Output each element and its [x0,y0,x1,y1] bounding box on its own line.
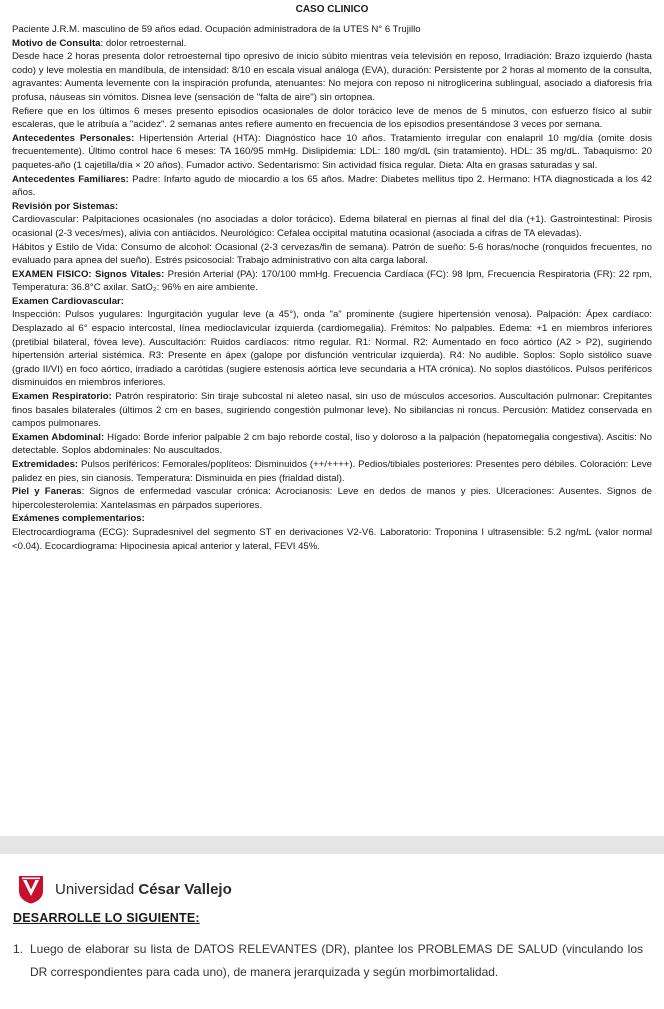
resp-exam-text: Patrón respiratorio: Sin tiraje subcostal ni aleteo nasal, sin uso de músculos accesorios. Auscultación pulmonar: Crepitantes finos basales bilaterales (últimos 2 cm en bases, sugiriendo congestión pulmonar leve). No sibilancias ni roncus. Percusión: Matidez conservada en campos pulmonares. [12,391,653,430]
university-shield-icon [17,874,45,904]
vital-signs [12,268,652,295]
vital-signs-label: EXAMEN FISICO: Signos Vitales: [12,268,165,280]
task-heading: DESARROLLE LO SIGUIENTE: [13,911,200,925]
task-number: 1. [13,942,24,956]
illness-history: Desde hace 2 horas presenta dolor retroesternal tipo opresivo de inicio súbito mientras veía televisión en reposo, Irradiación: Brazo izquierdo (hasta codo) y leve molestia en mandíbula, de intensidad: 8/10 en escala visual análoga (EVA), duración: Persistente por 2 horas al momento de la consulta, agravantes: Aumenta levemente con la inspiración profunda, atenuantes: No mejora con reposo ni nitroglicerina sublingual, asociado a diaforesis fría profusa, náuseas sin vómitos. Disnea leve (sensación de "falta de aire") sin ortopnea. [12,51,652,103]
task-item [13,938,643,983]
systems-review-label: Revisión por Sistemas: [12,200,119,212]
complementary-label: Exámenes complementarios: [12,513,145,525]
resp-exam-label: Examen Respiratorio: [12,391,112,403]
skin-exam-text: : Signos de enfermedad vascular crónica: Acrocianosis: Leve en dedos de manos y pies. Ulceraciones: Ausentes. Signos de hipercolesterolemia: Xantelasmas en párpados superiores. [12,486,652,511]
vital-signs-text: Presión Arterial (PA): 170/100 mmHg. Frecuencia Cardíaca (FC): 98 lpm, Frecuencia Respiratoria (FR): 22 rpm, Temperatura: 36.8°C axilar. SatO₂: 96% en aire ambiente. [12,268,652,294]
university-logo [17,874,232,904]
cardio-exam-text: Inspección: Pulsos yugulares: Ingurgitación yugular leve (a 45°), onda "a" prominente (sugiere hipertensión venosa). Palpación: Ápex cardíaco: Desplazado al 6° espacio intercostal, línea medioclavicular izquierda (cardiomegalia). Frémitos: No palpables. Edema: +1 en miembros inferiores (pretibial bilateral, fóvea leve). Auscultación: Ruidos cardíacos: ritmo regular. R1: Normal. R2: Aumentado en foco aórtico (A2 > P2), sugiriendo hipertensión arterial sistémica. R3: Presente en ápex (galope por disfunción ventricular izquierda). R4: No audible. Soplos: Soplo sistólico suave (grado II/VI) en foco aórtico, irradiado a carótidas (sugiere estenosis aórtica leve secundaria a HTA crónica). No soplos diastólicos. Pulsos periféricos disminuidos en miembros inferiores. [12,309,652,389]
extremities-exam [12,458,652,485]
complementary-heading [12,512,652,526]
family-history [12,173,652,200]
page-gap [0,836,664,854]
task-text: Luego de elaborar su lista de DATOS RELEVANTES (DR), plantee los PROBLEMAS DE SALUD (vinculando los DR correspondientes para cada uno), de manera jerarquizada y según morbimortalidad. [30,942,643,979]
resp-exam [12,390,652,431]
systems-review-text: Cardiovascular: Palpitaciones ocasionales (no asociadas a dolor torácico). Edema bilateral en piernas al final del día (+1). Gastrointestinal: Pirosis ocasional (2-3 veces/mes), alivia con antiácidos. Neurológico: Cefalea occipital matutina ocasional (asociada a cifras de TA elevadas). [12,214,652,239]
university-name-bold: César Vallejo [138,880,232,898]
extremities-exam-text: Pulsos periféricos: Femorales/poplíteos: Disminuidos (++/++++). Pedios/tibiales posteriores: Presentes pero débiles. Coloración: Leve palidez en pies, sin cianosis. Temperatura: Disminuida en pies (frialdad distal). [12,459,652,484]
patient-intro: Paciente J.R.M. masculino de 59 años edad. Ocupación administradora de la UTES N° 6 Trujillo [12,24,421,35]
skin-exam-label: Piel y Faneras [12,486,82,498]
prior-episodes: Refiere que en los últimos 6 meses presento episodios ocasionales de dolor torácico leve de menos de 5 minutos, con esfuerzo físico al subir escaleras, que le atribuía a "acidez". 2 semanas antes refiere aumento en frecuencia de los episodios presentándose 3 veces por semana. [12,105,652,131]
university-name-regular: Universidad [55,880,139,898]
personal-history-text: Hipertensión Arterial (HTA): Diagnóstico hace 10 años. Tratamiento irregular con enalapril 10 mg/día (omite dosis frecuentemente). Último control hace 6 meses: TA 160/95 mmHg. Dislipidemia: LDL: 180 mg/dL (sin tratamiento). HDL: 35 mg/dL. Tabaquismo: 20 paquetes-año (1 cajetilla/día × 20 años). Fumador activo. Sedentarismo: Sin actividad física regular. Dieta: Alta en grasas saturadas y sal. [12,132,653,171]
abdominal-exam-text: Hígado: Borde inferior palpable 2 cm bajo reborde costal, liso y doloroso a la palpación (hepatomegalia congestiva). Ascitis: No detectable. Soplos abdominales: No auscultados. [12,431,652,457]
page-title: CASO CLINICO [295,4,369,15]
family-history-text: Padre: Infarto agudo de miocardio a los 65 años. Madre: Diabetes mellitus tipo 2. Hermano: HTA diagnosticada a los 42 años. [12,173,652,199]
lifestyle-habits: Hábitos y Estilo de Vida: Consumo de alcohol: Ocasional (2-3 cervezas/fin de semana). Patrón de sueño: 5-6 horas/noche (ronquidos frecuentes, no evaluado para apnea del sueño). Estrés psicosocial: Trabajo administrativo con alta carga laboral. [12,241,652,267]
motivo-paragraph [12,37,652,51]
cardio-exam-heading [12,295,652,309]
systems-review-heading [12,200,652,214]
task-page [0,854,664,1009]
abdominal-exam [12,431,652,458]
personal-history-label: Antecedentes Personales: [12,132,135,144]
motivo-label: Motivo de Consulta [12,37,101,49]
motivo-text: : dolor retroesternal. [100,37,187,49]
cardio-exam-label: Examen Cardiovascular: [12,295,124,307]
family-history-label: Antecedentes Familiares: [12,173,129,185]
extremities-exam-label: Extremidades: [12,459,79,470]
university-name [55,881,232,898]
complementary-text: Electrocardiograma (ECG): Supradesnivel del segmento ST en derivaciones V2-V6. Laboratorio: Troponina I ultrasensible: 5.2 ng/mL (valor normal <0.04). Ecocardiograma: Hipocinesia apical anterior y lateral, FEVI 45%. [12,526,652,552]
skin-exam [12,485,652,512]
personal-history [12,132,652,173]
abdominal-exam-label: Examen Abdominal: [12,431,105,443]
